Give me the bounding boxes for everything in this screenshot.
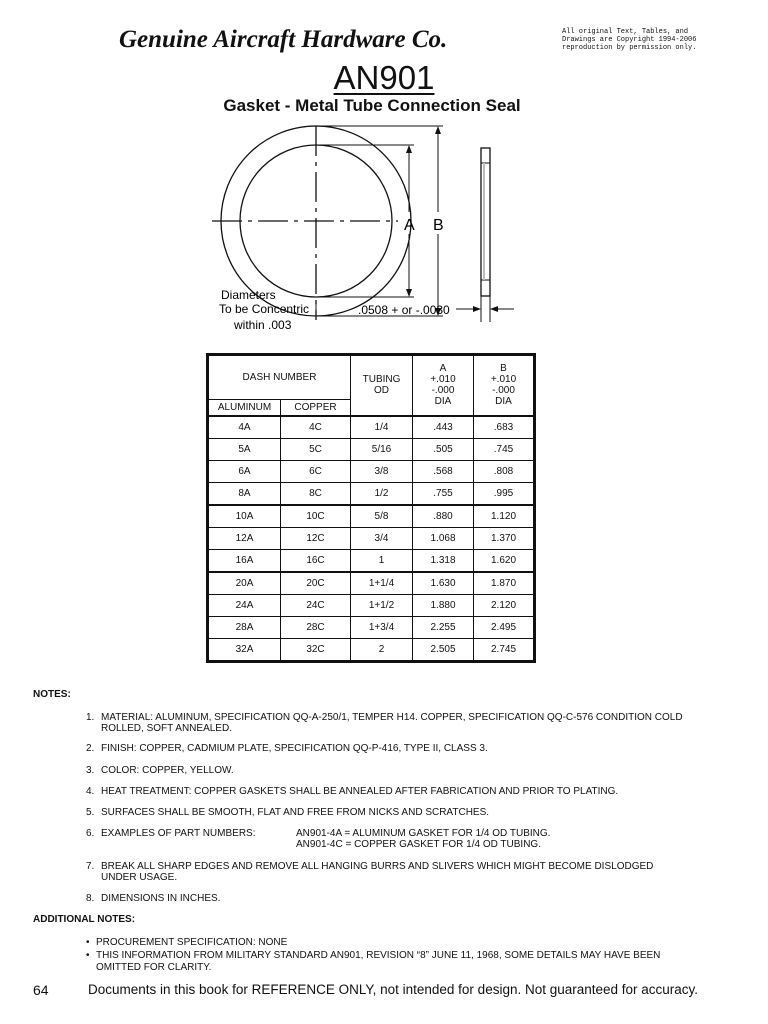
cell-copper: 20C xyxy=(281,572,351,595)
cell-a-dia: 1.880 xyxy=(413,594,474,616)
company-name: Genuine Aircraft Hardware Co. xyxy=(119,26,448,53)
cell-tubing-od: 3/4 xyxy=(351,527,413,549)
table-row xyxy=(208,594,535,616)
table-row xyxy=(208,482,535,505)
label-b: B xyxy=(433,217,444,234)
label-a: A xyxy=(404,217,415,234)
table-row xyxy=(208,527,535,549)
additional-note-1: • PROCUREMENT SPECIFICATION: NONE xyxy=(86,937,288,948)
cell-tubing-od: 1/4 xyxy=(351,416,413,439)
cell-aluminum: 10A xyxy=(208,505,281,528)
cell-a-dia: 1.318 xyxy=(413,549,474,572)
table-row xyxy=(208,572,535,595)
note-4: 4. HEAT TREATMENT: COPPER GASKETS SHALL BE ANNEALED AFTER FABRICATION AND PRIOR TO PLATING. xyxy=(86,786,619,797)
thickness-dimension: .0508 + or -.0030 xyxy=(358,303,450,317)
cell-a-dia: .755 xyxy=(413,482,474,505)
header-dash-number: DASH NUMBER xyxy=(208,355,351,400)
page-number: 64 xyxy=(33,982,49,998)
gasket-drawing xyxy=(0,120,768,350)
cell-a-dia: .568 xyxy=(413,460,474,482)
cell-copper: 5C xyxy=(281,438,351,460)
footer-disclaimer: Documents in this book for REFERENCE ONLY, not intended for design. Not guaranteed for accuracy. xyxy=(88,982,699,997)
cell-a-dia: 1.630 xyxy=(413,572,474,595)
table-row xyxy=(208,616,535,638)
cell-copper: 8C xyxy=(281,482,351,505)
cell-b-dia: 1.620 xyxy=(474,549,535,572)
cell-copper: 4C xyxy=(281,416,351,439)
cell-copper: 6C xyxy=(281,460,351,482)
additional-notes-heading: ADDITIONAL NOTES: xyxy=(33,914,136,925)
cell-copper: 12C xyxy=(281,527,351,549)
note-3: 3. COLOR: COPPER, YELLOW. xyxy=(86,765,234,776)
cell-aluminum: 6A xyxy=(208,460,281,482)
cell-a-dia: .880 xyxy=(413,505,474,528)
table-row xyxy=(208,460,535,482)
cell-aluminum: 8A xyxy=(208,482,281,505)
note-2: 2. FINISH: COPPER, CADMIUM PLATE, SPECIFICATION QQ-P-416, TYPE II, CLASS 3. xyxy=(86,743,488,754)
cell-a-dia: 2.505 xyxy=(413,638,474,661)
table-row xyxy=(208,505,535,528)
note-1: 1. MATERIAL: ALUMINUM, SPECIFICATION QQ-A-250/1, TEMPER H14. COPPER, SPECIFICATION QQ-C-576 CONDITION COLD ROLLED, SOFT ANNEALED. xyxy=(86,712,683,734)
cell-b-dia: 2.495 xyxy=(474,616,535,638)
table-row xyxy=(208,638,535,661)
cell-b-dia: 2.745 xyxy=(474,638,535,661)
cell-b-dia: 1.120 xyxy=(474,505,535,528)
cell-b-dia: .995 xyxy=(474,482,535,505)
cell-aluminum: 24A xyxy=(208,594,281,616)
cell-tubing-od: 3/8 xyxy=(351,460,413,482)
cell-copper: 10C xyxy=(281,505,351,528)
part-subtitle: Gasket - Metal Tube Connection Seal xyxy=(223,96,521,115)
table-row xyxy=(208,416,535,439)
copyright-notice: All original Text, Tables, and Drawings are Copyright 1994-2006 reproduction by permission only. xyxy=(562,28,697,52)
note-5: 5. SURFACES SHALL BE SMOOTH, FLAT AND FREE FROM NICKS AND SCRATCHES. xyxy=(86,807,490,818)
dash-number-table xyxy=(206,353,536,663)
cell-b-dia: 1.870 xyxy=(474,572,535,595)
cell-a-dia: 2.255 xyxy=(413,616,474,638)
cell-tubing-od: 5/8 xyxy=(351,505,413,528)
concentric-note-line-2: To be Concentric xyxy=(219,302,310,316)
cell-a-dia: .443 xyxy=(413,416,474,439)
cell-aluminum: 20A xyxy=(208,572,281,595)
part-number-title: AN901 xyxy=(333,59,435,96)
gasket-side-view xyxy=(481,148,490,296)
cell-copper: 16C xyxy=(281,549,351,572)
cell-tubing-od: 1+1/4 xyxy=(351,572,413,595)
cell-tubing-od: 1 xyxy=(351,549,413,572)
cell-b-dia: 2.120 xyxy=(474,594,535,616)
cell-b-dia: 1.370 xyxy=(474,527,535,549)
header-b-dia: B +.010 -.000 DIA xyxy=(474,355,535,416)
note-6: 6. EXAMPLES OF PART NUMBERS: AN901-4A = ALUMINUM GASKET FOR 1/4 OD TUBING. AN901-4C = COPPER GASKET FOR 1/4 OD TUBING. xyxy=(86,828,551,850)
cell-aluminum: 5A xyxy=(208,438,281,460)
cell-tubing-od: 1+3/4 xyxy=(351,616,413,638)
cell-copper: 32C xyxy=(281,638,351,661)
concentric-note-line-3: within .003 xyxy=(234,318,292,332)
note-7: 7. BREAK ALL SHARP EDGES AND REMOVE ALL HANGING BURRS AND SLIVERS WHICH MIGHT BECOME DISLODGED UNDER USAGE. xyxy=(86,861,654,883)
cell-copper: 24C xyxy=(281,594,351,616)
header-aluminum: ALUMINUM xyxy=(208,400,281,416)
cell-b-dia: .808 xyxy=(474,460,535,482)
cell-b-dia: .683 xyxy=(474,416,535,439)
cell-aluminum: 32A xyxy=(208,638,281,661)
note-8: 8. DIMENSIONS IN INCHES. xyxy=(86,893,221,904)
cell-tubing-od: 1/2 xyxy=(351,482,413,505)
cell-a-dia: 1.068 xyxy=(413,527,474,549)
cell-tubing-od: 5/16 xyxy=(351,438,413,460)
cell-b-dia: .745 xyxy=(474,438,535,460)
cell-tubing-od: 1+1/2 xyxy=(351,594,413,616)
additional-note-2: • THIS INFORMATION FROM MILITARY STANDARD AN901, REVISION “8” JUNE 11, 1968, SOME DETAILS MAY HAVE BEEN OMITTED FOR CLARITY. xyxy=(86,950,661,973)
cell-aluminum: 4A xyxy=(208,416,281,439)
concentric-note-line-1: Diameters xyxy=(221,288,276,302)
cell-a-dia: .505 xyxy=(413,438,474,460)
notes-heading: NOTES: xyxy=(33,689,71,700)
table-row xyxy=(208,438,535,460)
header-copper: COPPER xyxy=(281,400,351,416)
cell-aluminum: 16A xyxy=(208,549,281,572)
cell-aluminum: 28A xyxy=(208,616,281,638)
header-a-dia: A +.010 -.000 DIA xyxy=(413,355,474,416)
cell-aluminum: 12A xyxy=(208,527,281,549)
cell-tubing-od: 2 xyxy=(351,638,413,661)
table-row xyxy=(208,549,535,572)
cell-copper: 28C xyxy=(281,616,351,638)
header-tubing-od: TUBING OD xyxy=(351,355,413,416)
